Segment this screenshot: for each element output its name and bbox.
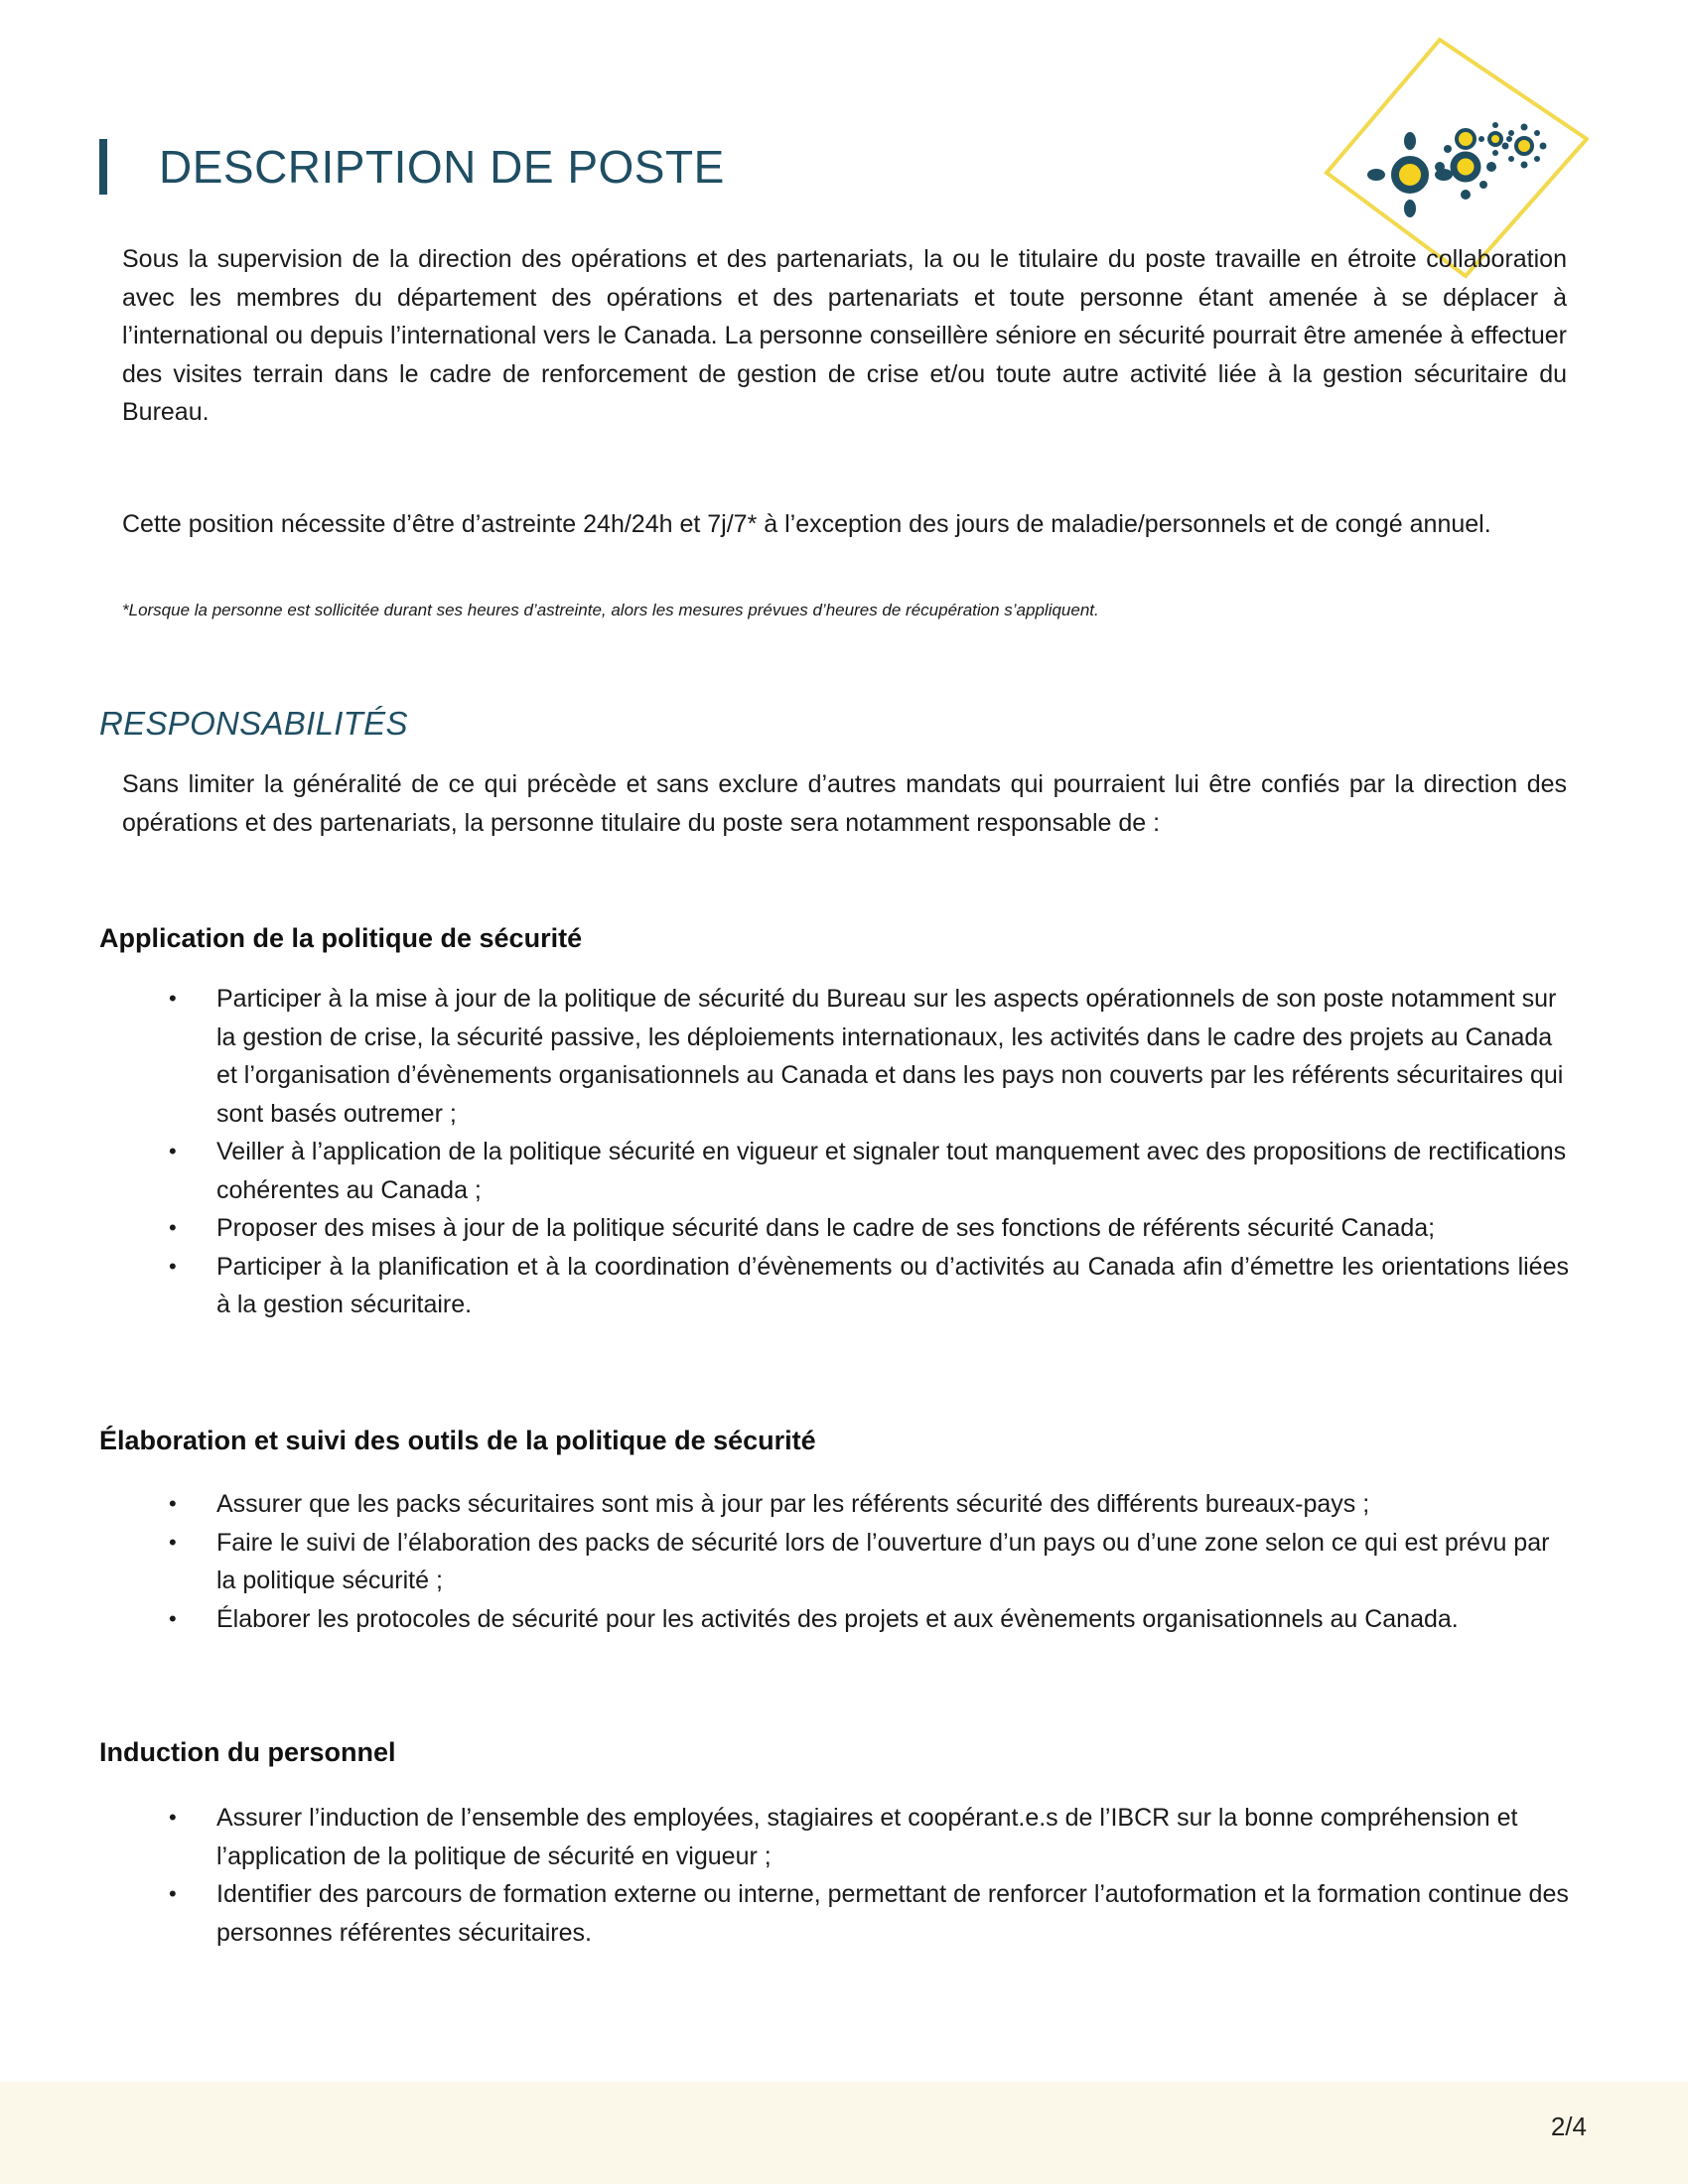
list-item	[99, 1524, 1569, 1600]
list-item-text: Assurer que les packs sécuritaires sont mis à jour par les référents sécurité des différents bureaux-pays ;	[216, 1490, 1370, 1518]
bullet-icon: •	[169, 1253, 177, 1279]
logo-flower-left	[1367, 132, 1453, 217]
page-number: 2/4	[1550, 2112, 1587, 2141]
list-item-text: Faire le suivi de l’élaboration des packs de sécurité lors de l’ouverture d’un pays ou d’une zone selon ce qui est prévu par la politique sécurité ;	[216, 1528, 1550, 1594]
page-footer	[0, 2082, 1688, 2184]
bullet-icon: •	[169, 1881, 177, 1906]
list-item-text: Identifier des parcours de formation externe ou interne, permettant de renforcer l’autoformation et la formation continue des personnes référentes sécuritaires.	[216, 1880, 1569, 1947]
logo-flower-right	[1502, 124, 1547, 169]
list-item	[99, 1485, 1569, 1524]
list-item	[99, 980, 1569, 1133]
list-item	[99, 1600, 1569, 1639]
bullet-list	[99, 1799, 1569, 1952]
list-item-text: Proposer des mises à jour de la politique sécurité dans le cadre de ses fonctions de référents sécurité Canada;	[216, 1214, 1436, 1242]
list-item-text: Participer à la mise à jour de la politique de sécurité du Bureau sur les aspects opérationnels de son poste notamment sur la gestion de crise, la sécurité passive, les déploiements internationaux, les activités dans le cadre des projets au Canada et l’organisation d’évènements organisationnels au Canada et dans les pays non couverts par les référents sécuritaires qui sont basés outremer ;	[216, 985, 1564, 1128]
list-item-text: Veiller à l’application de la politique sécurité en vigueur et signaler tout manquement avec des propositions de rectifications cohérentes au Canada ;	[216, 1138, 1567, 1204]
logo-flower-middle	[1435, 130, 1496, 200]
list-item	[99, 1248, 1569, 1324]
title-accent-bar	[99, 139, 107, 195]
bullet-icon: •	[169, 1491, 177, 1516]
on-call-paragraph: Cette position nécessite d’être d’astreinte 24h/24h et 7j/7* à l’exception des jours de maladie/personnels et de congé annuel.	[122, 510, 1491, 538]
intro-paragraph: Sous la supervision de la direction des opérations et des partenariats, la ou le titulaire du poste travaille en étroite collaboration avec les membres du département des opérations et des partenariats et toute personne étant amenée à se déplacer à l’international ou depuis l’international vers le Canada. La personne conseillère séniore en sécurité pourrait être amenée à effectuer des visites terrain dans le cadre de renforcement de gestion de crise et/ou toute autre activité liée à la gestion sécuritaire du Bureau.	[122, 245, 1567, 426]
bullet-icon: •	[169, 1605, 177, 1631]
responsibilities-intro: Sans limiter la généralité de ce qui précède et sans exclure d’autres mandats qui pourraient lui être confiés par la direction des opérations et des partenariats, la personne titulaire du poste sera notamment responsable de :	[122, 770, 1567, 837]
list-item	[99, 1875, 1569, 1952]
section-heading: Élaboration et suivi des outils de la politique de sécurité	[99, 1426, 816, 1455]
section-heading: Induction du personnel	[99, 1737, 396, 1767]
logo-flower-small	[1478, 122, 1512, 156]
bullet-icon: •	[169, 1805, 177, 1830]
bullet-icon: •	[169, 1529, 177, 1555]
responsibilities-heading: RESPONSABILITÉS	[99, 705, 408, 742]
bullet-icon: •	[169, 1215, 177, 1240]
on-call-footnote: *Lorsque la personne est sollicitée durant ses heures d’astreinte, alors les mesures prévues d’heures de récupération s’appliquent.	[122, 601, 1099, 619]
bullet-icon: •	[169, 1139, 177, 1163]
bullet-list	[99, 980, 1569, 1324]
bullet-icon: •	[169, 986, 177, 1011]
list-item-text: Élaborer les protocoles de sécurité pour les activités des projets et aux évènements organisationnels au Canada.	[216, 1604, 1459, 1633]
page-title: DESCRIPTION DE POSTE	[159, 141, 725, 193]
list-item-text: Participer à la planification et à la coordination d’évènements ou d’activités au Canada afin d’émettre les orientations liées à la gestion sécuritaire.	[216, 1252, 1569, 1318]
bullet-list	[99, 1485, 1569, 1638]
list-item	[99, 1799, 1569, 1875]
section-heading: Application de la politique de sécurité	[99, 923, 583, 953]
list-item	[99, 1133, 1569, 1209]
list-item-text: Assurer l’induction de l’ensemble des employées, stagiaires et coopérant.e.s de l’IBCR sur la bonne compréhension et l’application de la politique de sécurité en vigueur ;	[216, 1804, 1518, 1870]
list-item	[99, 1209, 1569, 1248]
